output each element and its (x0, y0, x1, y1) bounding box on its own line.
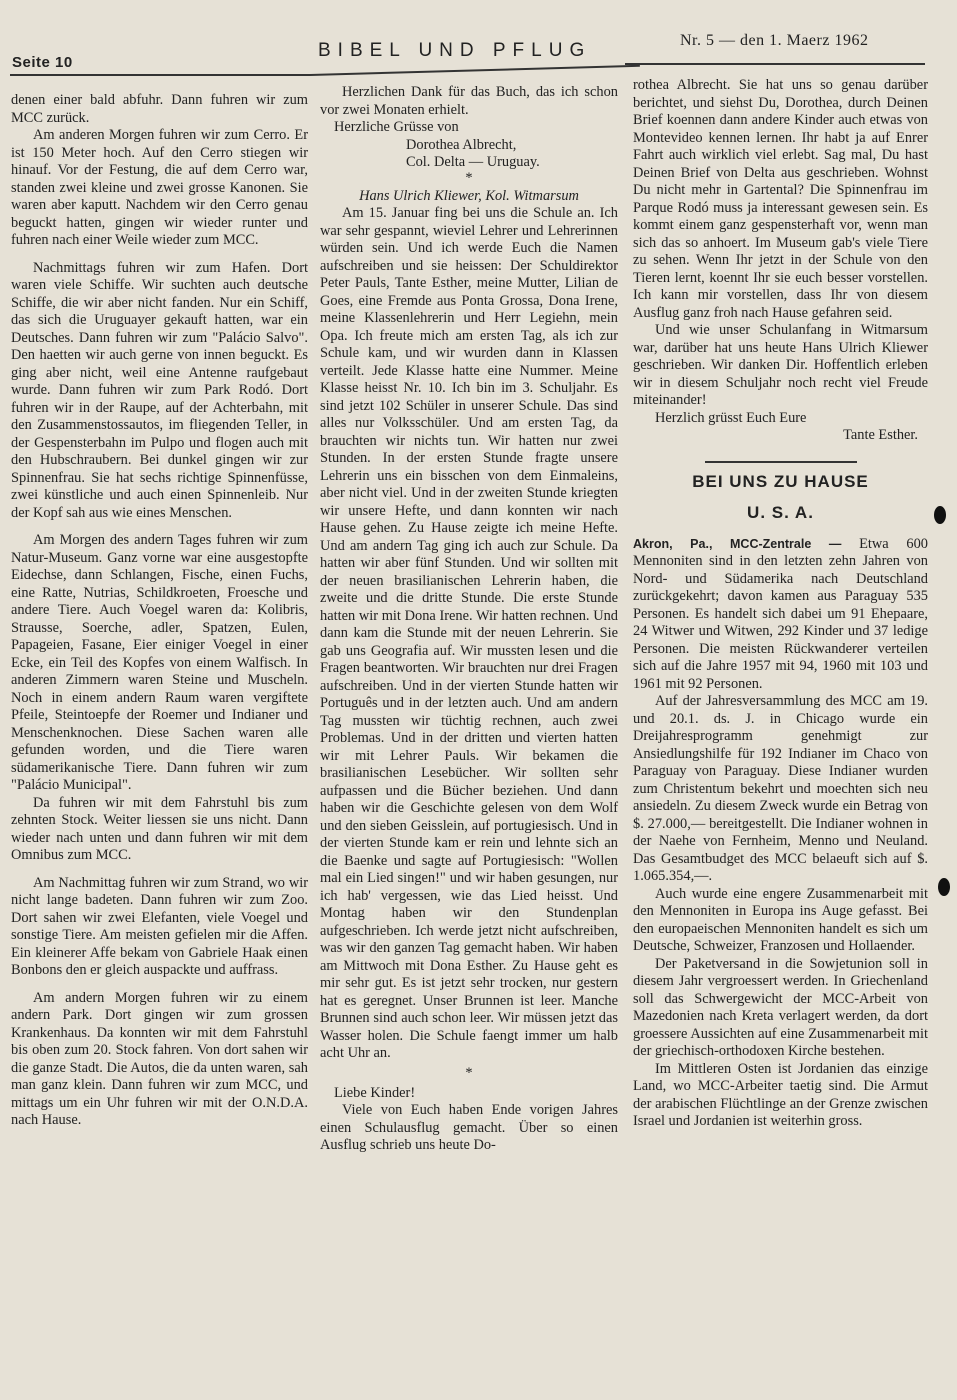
paragraph: Auf der Jahresversammlung des MCC am 19. und 20.1. ds. J. in Chicago wurde ein Dreijahresprogramm genehmigt zur Ansiedlungshilfe für 192 Indianer im Chaco von Paraguay von Paraguay. Diese Indianer wurden zum Christentum bekehrt und moechten sich neu ansiedeln. Zu diesem Zweck wurde ein Betrag von $. 27.000,— bereitgestellt. Die Indianer wohnen in der Naehe von Fernheim, Menno und Neuland. Das Gesamtbudget des MCC belaeuft sich auf $. 1.065.354,—. (633, 693, 928, 884)
byline: Hans Ulrich Kliewer, Kol. Witmarsum (359, 187, 579, 204)
issue-date: Nr. 5 — den 1. Maerz 1962 (680, 32, 869, 49)
paragraph: rothea Albrecht. Sie hat uns so genau darüber berichtet, und siehst Du, Dorothea, durch Deinen Brief koennen dann andere Kinder auch etwas von Montevideo kennen lernen. Ihr habt ja auf Enrer Fahrt auch wirklich viel erlebt. Sag mal, Du hast Deinen Brief von Delta aus geschrieben. Wohnst Du nicht mehr in Gartental? Die Spinnenfrau im Parque Rodó muss ja interessant gewesen sein. Es kommt einem ganz gespensterhaft vor, wenn man sich das so anhoert. Im Museum gab's viele Tiere zu sehen. Wenn Ihr jetzt in der Schule von den Tieren lernt, koennt Ihr sie euch besser vorstellen. Ich kann mir vorstellen, dass Ihr von diesem Ausflug ganz froh nach Hause gefahren seid. (633, 77, 928, 321)
paragraph: Und wie unser Schulanfang in Witmarsum war, darüber hat uns heute Hans Ulrich Kliewer geschrieben. Wir danken Dir. Hoffentlich erleben wir in diesem Schuljahr noch recht viel Freude miteinander! (633, 322, 928, 408)
section-subheading: U. S. A. (747, 503, 814, 522)
header-rule (625, 63, 925, 65)
section-heading: BEI UNS ZU HAUSE (692, 471, 869, 491)
paragraph: Am 15. Januar fing bei uns die Schule an. Ich war sehr gespannt, wieviel Lehrer und Lehrerinnen würden sein. Und ich werde Euch die Namen aufschreiben und sie heissen: Der Schuldirektor Peter Pauls, Tante Esther, meine Mutter, Lilian de Goes, eine Fremde aus Ponta Grossa, Dona Irene, meine Klassenlehrerin und Herr Legiehn, mein Opa. Ich freute mich am ersten Tag, als ich zur Schule kam, und wir wurden dann in Klassen verteilt. Jede Klasse hatte eine Nummer. Meine Klasse heisst Nr. 10. Ich bin im 3. Schuljahr. Es sind jetzt 102 Schüler in unserer Schule. Das sind alles nur Volksschüler. Und am ersten Tag, da brauchten wir nichts tun. Wir hatten nur zwei Stunden. In der ersten Stunde fragte unsere Lehrerin uns ein bisschen von dem Einmaleins, aber nicht viel. Und in der zweiten Stunde kriegten wir unsere Hefte, und dann konnten wir nach Hause gehen. Zu Hause zeigte ich meine Hefte. Und am andern Tag ging ich auch zur Schule. Da hatten wir aber fünf Stunden. Und wir sollten mit der neuen brasilianischen Lehrerin haben, die zweite und die dritte Stunde. Die erste Stunde hatten wir mit Dona Irene. Wir hatten rechnen. Und dann kam die Stunde mit der neuen Lehrerin. Sie gab uns Geografia auf. Wir mussten lesen und die Fragen beantworten. Wir brauchten nur drei Fragen aufschreiben. Und in der vierten Stunde hatten wir Português und in der letzten auch. Und am andern Tag mussten wir tüchtig rechnen, auch zwei Problemas. Und in der dritten und vierten hatten wir mit Lehrer Pauls. Wir bekamen die brasilianischen Lesebücher. Wir sollten sehr aufpassen und die Bücher beziehen. Und dann haben wir die Geschichte gelesen von dem Wolf und den sieben Geisslein, auf portugiesisch. Und in der vierten Stunde kam er rein und lehnte sich an die Baenke und sagte auf Portugiesisch: "Wollen mal ein Lied singen!" und wir haben gesungen, nur ich hab' vergessen, wie das Lied heisst. Und Montag haben wir den Stundenplan aufgeschrieben. Ich werde jetzt nicht aufschreiben, was wir den ganzen Tag gemacht haben. Wir haben am Mittwoch mit Dona Esther. Zu Hause geht es mir sehr gut. Es ist jetzt sehr trocken, nur gestern hat es geregnet. Unser Brunnen ist leer. Manche Brunnen sind auch schon leer. Wir müssen jetzt das Wasser holen. Die Schule faengt immer um halb acht Uhr an. (320, 205, 618, 1061)
column-2 (320, 84, 618, 1155)
separator-star: * (465, 1064, 473, 1081)
paragraph: Da fuhren wir mit dem Fahrstuhl bis zum zehnten Stock. Weiter liessen sie uns nicht. Dann wieder nach unten und dann fuhren wir mit dem Omnibus zum MCC. (11, 794, 308, 863)
signature-place: Col. Delta — Uruguay. (406, 154, 540, 170)
column-3 (633, 77, 928, 1131)
signature: Tante Esther. (843, 427, 918, 443)
binding-hole (938, 878, 950, 896)
signature: Dorothea Albrecht, (406, 136, 517, 153)
salutation: Liebe Kinder! (334, 1084, 416, 1101)
paragraph: Etwa 600 Mennoniten sind in den letzten zehn Jahren von Nord- und Südamerika nach Deutschland zurückgekehrt; davon kamen aus Paraguay 535 Personen. Es handelt sich dabei um 91 Ehepaare, 24 Witwer und Witwen, 292 Kinder und 37 ledige Personen. Die meisten Rückwanderer verteilen sich auf die Jahre 1957 mit 94, 1960 mit 103 und 1961 mit 92 Personen. (633, 535, 928, 692)
paragraph: Am andern Morgen fuhren wir zu einem andern Park. Dort gingen wir zum grossen Krankenhaus. Da konnten wir mit dem Fahrstuhl bis oben zum 20. Stock fahren. Von dort sahen wir die ganze Stadt. Die Autos, die da unten waren, sah man ganz klein. Dann fuhren wir zum MCC, und mittags um ein Uhr fuhren wir mit der O.N.D.A. nach Hause. (11, 989, 308, 1128)
paragraph: Im Mittleren Osten ist Jordanien das einzige Land, wo MCC-Arbeiter taetig sind. Die Armut der arabischen Flüchtlinge an der Grenze zwischen Israel und Jordanien ist weiterhin gross. (633, 1060, 928, 1129)
paragraph: Auch wurde eine engere Zusammenarbeit mit den Mennoniten in Europa ins Auge gefasst. Bei den europaeischen Mennoniten handelt es sich um Deutsche, Schweizer, Franzosen und Hollaender. (633, 885, 928, 954)
column-1 (11, 92, 308, 1130)
section-rule (705, 461, 857, 463)
paragraph: Am Nachmittag fuhren wir zum Strand, wo wir nicht lange badeten. Dann fuhren wir zum Zoo. Dort sahen wir zwei Elefanten, viele Voegel und sonstige Tiere. Am meisten gefielen mir die Affen. Ein kleinerer Affe bekam von Gabriele Haak einen Bonbons den er gleich auspackte und auffrass. (11, 874, 308, 978)
closing-greeting: Herzlich grüsst Euch Eure (655, 409, 807, 426)
paragraph: Am Morgen des andern Tages fuhren wir zum Natur-Museum. Ganz vorne war eine ausgestopfte Eidechse, dann Schlangen, Fische, einen Fuchs, eine Ratte, Nutrias, Schildkroeten, Froesche und andere Tiere. Auch Voegel waren da: Kolibris, Strausse, Soerche, adler, Spatzen, Eulen, Papageien, Fasane, Eier einiger Voegel in einer Ecke, ein Teil des Kopfes von einem Walfisch. In anderen Zimmern waren Steine und Muscheln. Noch in einem andern Raum waren vergiftete Pfeile, Steintoepfe der Roemer und Indianer und Menschenknochen. Diese Sachen waren alle gefunden worden, und die Tiere waren südamerikanische Tiere. Dann fuhren wir zum "Palácio Municipal". (11, 532, 308, 793)
page-number: Seite 10 (12, 54, 73, 71)
paragraph: Am anderen Morgen fuhren wir zum Cerro. Er ist 150 Meter hoch. Auf den Cerro stiegen wir hinauf. Vor der Festung, die auf dem Cerro war, standen zwei kleine und zwei grosse Kanonen. Sie waren aber kaputt. Nachdem wir den Cerro genau beguckt hatten, gingen wir wieder runter und fuhren nach einer Weile wieder zum MCC. (11, 127, 308, 248)
paragraph: Viele von Euch haben Ende vorigen Jahres einen Schulausflug gemacht. Über so einen Ausflug schrieb uns heute Do- (320, 1102, 618, 1153)
paragraph: denen einer bald abfuhr. Dann fuhren wir zum MCC zurück. (11, 92, 308, 126)
paragraph: Herzlichen Dank für das Buch, das ich schon vor zwei Monaten erhielt. (320, 84, 618, 118)
header-rule (310, 65, 640, 76)
dateline: Akron, Pa., MCC-Zentrale — (633, 536, 842, 551)
separator-star: * (465, 169, 473, 186)
closing-greeting: Herzliche Grüsse von (334, 119, 459, 135)
masthead-title: BIBEL UND PFLUG (318, 40, 592, 61)
paragraph: Der Paketversand in die Sowjetunion soll in diesem Jahr vergroessert werden. In Griechenland soll das Schwergewicht der MCC-Arbeit von Mazedonien nach Kreta verlagert werden, da dort groessere Aussichten auf eine Zusammenarbeit mit der griechisch-orthodoxen Kirche bestehen. (633, 955, 928, 1059)
header-rule (10, 74, 310, 76)
binding-hole (934, 506, 946, 524)
paragraph: Nachmittags fuhren wir zum Hafen. Dort waren viele Schiffe. Wir suchten auch deutsche Schiffe, die wir aber nicht fanden. Nur ein Schiff, das sich die Uruguayer gekauft hatten, war ein Deutsches. Dann fuhren wir zum "Palácio Salvo". Den haetten wir auch gerne von innen beguckt. Es ging aber nicht, weil eine Antenne raufgebaut wurde. Dann fuhren wir zum Park Rodó. Dort fuhren wir in der Raupe, auf der Achterbahn, mit den Zusammenstossautos, im fliegenden Teller, in der Gespensterbahn im Pulpo und flogen auch mit den Hubschraubern. Bei dunkel gingen wir zur Spinnenfrau. Sie hat sechs richtige Spinnenfüsse, zwei künstliche und auch einen Spinnenleib. Nur der Kopf sah aus wie eines Menschen. (11, 259, 308, 521)
